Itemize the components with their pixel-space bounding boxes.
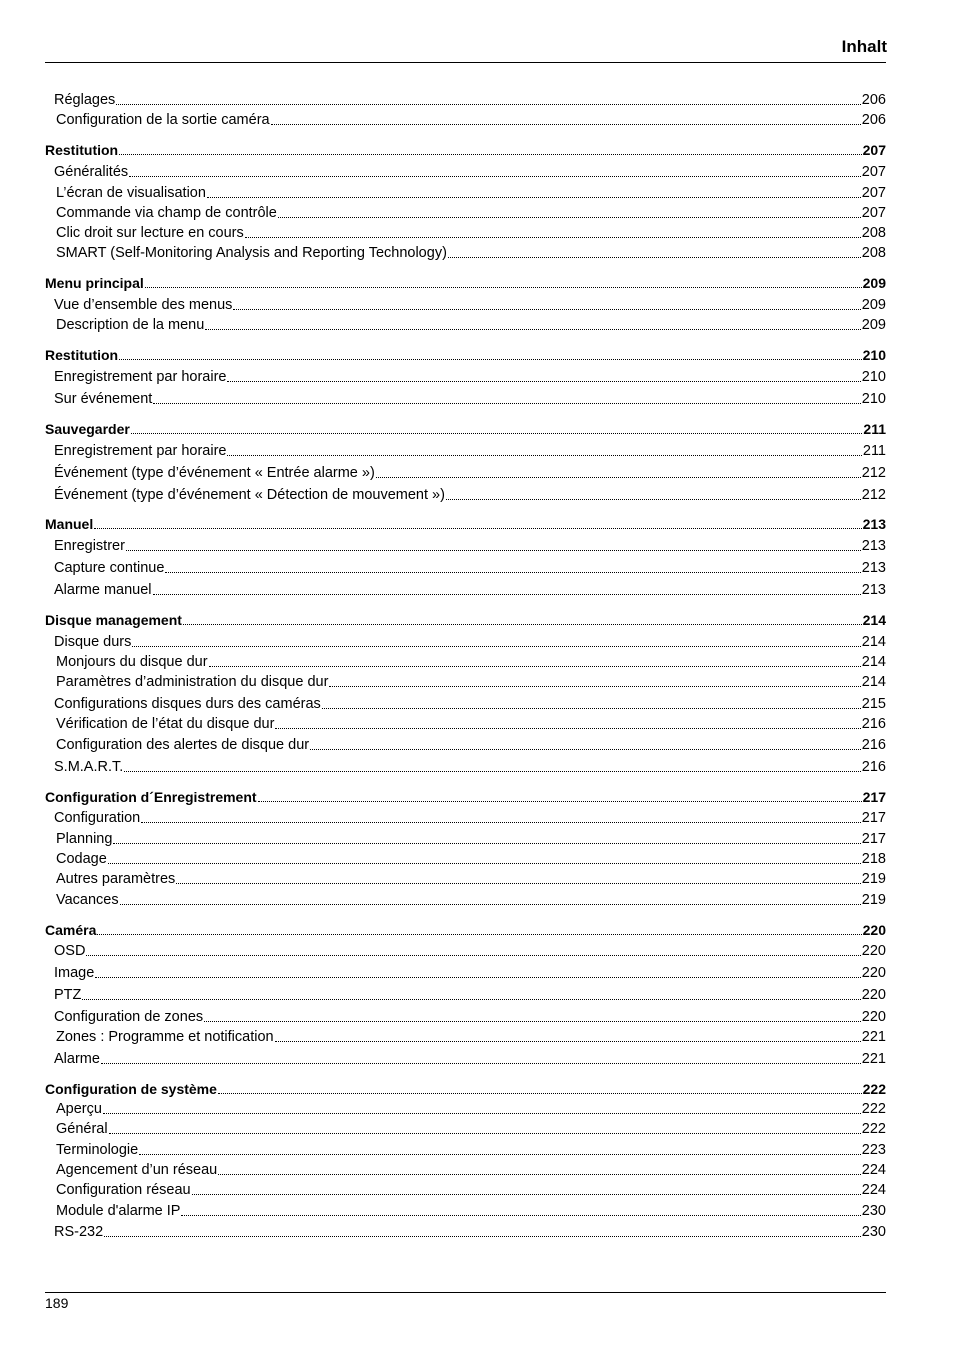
toc-entry-title: Image [54,965,95,981]
toc-entry-page: 220 [861,965,886,981]
toc-entry-title: Vacances [56,892,119,908]
toc-entry-title: Description de la menu [56,317,205,333]
toc-entry-page: 223 [861,1142,886,1158]
toc-entry[interactable] [54,163,886,181]
toc-dot-leader [104,1236,861,1237]
toc-dot-leader [139,1154,861,1155]
toc-dot-leader [258,801,862,802]
toc-dot-leader [275,728,860,729]
toc-dot-leader [103,1113,861,1114]
toc-dot-leader [108,863,861,864]
toc-entry-page: 220 [861,943,886,959]
toc-entry-title: Manuel [45,516,94,532]
toc-entry-title: Sauvegarder [45,421,130,437]
toc-entry-page: 211 [862,443,886,459]
toc-entry-title: Aperçu [56,1101,102,1117]
toc-entry-title: Zones : Programme et notification [56,1029,274,1045]
toc-dot-leader [275,1041,861,1042]
toc-entry-page: 207 [861,205,886,221]
toc-entry-title: Module d'alarme IP [56,1203,181,1219]
toc-dot-leader [205,329,860,330]
toc-entry-page: 217 [862,789,886,805]
toc-entry-page: 216 [861,737,886,753]
toc-entry-title: Événement (type d’événement « Entrée alarme ») [54,465,375,481]
toc-dot-leader [207,197,861,198]
toc-chapter[interactable] [45,420,886,438]
toc-entry-page: 214 [862,612,886,628]
toc-entry-title: Planning [56,831,113,847]
toc-dot-leader [192,1194,861,1195]
toc-entry[interactable] [56,1100,886,1118]
toc-entry[interactable] [54,942,886,960]
toc-dot-leader [165,572,860,573]
toc-entry-page: 212 [861,465,886,481]
toc-entry-title: Clic droit sur lecture en cours [56,225,244,241]
toc-entry[interactable] [54,964,886,982]
toc-entry-page: 216 [861,759,886,775]
toc-entry[interactable] [56,224,886,242]
toc-dot-leader [119,359,862,360]
toc-entry-page: 222 [861,1121,886,1137]
toc-entry-page: 209 [862,275,886,291]
toc-entry[interactable] [56,715,886,733]
toc-entry-page: 213 [861,560,886,576]
toc-dot-leader [153,594,861,595]
toc-entry-page: 208 [861,225,886,241]
toc-chapter[interactable] [45,274,886,292]
toc-entry-page: 215 [861,696,886,712]
toc-entry-title: Monjours du disque dur [56,654,208,670]
toc-dot-leader [153,403,860,404]
toc-dot-leader [176,883,861,884]
toc-dot-leader [120,904,861,905]
toc-dot-leader [218,1093,862,1094]
toc-entry-title: Configurations disques durs des caméras [54,696,321,712]
toc-dot-leader [131,433,863,434]
toc-entry-title: Configuration réseau [56,1182,191,1198]
toc-chapter[interactable] [45,141,886,159]
toc-dot-leader [278,217,861,218]
toc-entry[interactable] [54,296,886,314]
toc-entry[interactable] [54,809,886,827]
toc-chapter[interactable] [45,515,886,533]
toc-entry[interactable] [56,870,886,888]
toc-dot-leader [86,955,860,956]
toc-entry-title: Vue d’ensemble des menus [54,297,233,313]
toc-entry[interactable] [54,986,886,1004]
toc-entry-page: 206 [861,92,886,108]
toc-entry[interactable] [56,1161,886,1179]
toc-entry-title: Capture continue [54,560,165,576]
toc-entry-title: Codage [56,851,107,867]
toc-entry-page: 207 [861,164,886,180]
toc-entry[interactable] [54,559,886,577]
toc-entry-title: Autres paramètres [56,871,176,887]
toc-entry[interactable] [56,653,886,671]
toc-dot-leader [109,1133,861,1134]
toc-entry-title: Configuration d´Enregistrement [45,789,257,805]
toc-dot-leader [82,999,860,1000]
toc-dot-leader [119,154,862,155]
toc-entry[interactable] [56,891,886,909]
toc-entry-page: 213 [861,538,886,554]
toc-entry-title: Sur événement [54,391,153,407]
toc-entry-title: Restitution [45,347,119,363]
toc-dot-leader [446,499,861,500]
page-header-title: Inhalt [841,37,887,56]
toc-entry-title: Disque durs [54,634,132,650]
toc-entry-page: 220 [861,987,886,1003]
toc-entry-title: Commande via champ de contrôle [56,205,277,221]
toc-entry[interactable] [54,1008,886,1026]
toc-entry[interactable] [54,464,886,482]
toc-entry-page: 216 [861,716,886,732]
toc-entry-page: 224 [861,1162,886,1178]
toc-dot-leader [183,624,862,625]
toc-dot-leader [145,287,862,288]
toc-entry-title: Caméra [45,922,97,938]
toc-dot-leader [116,104,861,105]
toc-entry-page: 219 [861,871,886,887]
toc-entry-title: Configuration de système [45,1081,217,1097]
toc-entry-page: 209 [861,297,886,313]
toc-entry-page: 210 [862,347,886,363]
toc-entry-page: 214 [861,654,886,670]
toc-dot-leader [233,309,860,310]
toc-dot-leader [124,771,861,772]
toc-entry[interactable] [54,91,886,109]
toc-entry-page: 207 [861,185,886,201]
toc-entry-title: Enregistrer [54,538,125,554]
toc-entry-title: Paramètres d’administration du disque dur [56,674,329,690]
toc-entry-title: Disque management [45,612,182,628]
toc-entry-page: 207 [862,142,886,158]
toc-entry-title: Général [56,1121,108,1137]
toc-entry-title: Réglages [54,92,116,108]
toc-entry-page: 214 [861,634,886,650]
toc-entry-title: S.M.A.R.T. [54,759,124,775]
toc-dot-leader [271,124,861,125]
toc-entry[interactable] [54,758,886,776]
toc-entry-page: 230 [861,1203,886,1219]
toc-entry-title: Terminologie [56,1142,139,1158]
toc-entry-title: Généralités [54,164,129,180]
toc-entry-title: Menu principal [45,275,144,291]
toc-dot-leader [94,528,861,529]
toc-entry[interactable] [54,1050,886,1068]
toc-dot-leader [209,666,861,667]
toc-entry[interactable] [56,830,886,848]
toc-entry-page: 220 [862,922,886,938]
toc-entry-page: 208 [861,245,886,261]
toc-dot-leader [329,686,860,687]
toc-entry-title: Configuration des alertes de disque dur [56,737,310,753]
footer-rule [45,1292,886,1293]
toc-dot-leader [448,257,861,258]
toc-entry-page: 222 [861,1101,886,1117]
toc-dot-leader [204,1021,861,1022]
toc-entry[interactable] [56,316,886,334]
toc-dot-leader [310,749,861,750]
toc-dot-leader [129,176,861,177]
toc-entry-title: Restitution [45,142,119,158]
toc-dot-leader [113,843,860,844]
toc-chapter[interactable] [45,346,886,364]
toc-entry[interactable] [54,633,886,651]
toc-entry-page: 222 [862,1081,886,1097]
toc-dot-leader [322,708,861,709]
toc-entry-title: Alarme manuel [54,582,152,598]
toc-entry[interactable] [56,1141,886,1159]
toc-entry[interactable] [54,486,886,504]
toc-dot-leader [126,550,861,551]
toc-entry-page: 209 [861,317,886,333]
toc-dot-leader [141,822,861,823]
toc-entry-page: 218 [861,851,886,867]
toc-entry-title: L’écran de visualisation [56,185,206,201]
toc-chapter[interactable] [45,921,886,939]
toc-entry[interactable] [54,442,886,460]
toc-dot-leader [227,381,860,382]
toc-dot-leader [132,646,860,647]
toc-entry[interactable] [56,244,886,262]
toc-entry-title: Configuration [54,810,141,826]
toc-entry-title: Événement (type d’événement « Détection de mouvement ») [54,487,445,503]
toc-entry-title: OSD [54,943,86,959]
toc-entry[interactable] [54,368,886,386]
toc-entry-page: 213 [862,516,886,532]
toc-dot-leader [376,477,861,478]
toc-dot-leader [97,934,861,935]
toc-entry-title: Vérification de l’état du disque dur [56,716,275,732]
toc-dot-leader [245,237,861,238]
toc-entry[interactable] [54,581,886,599]
toc-chapter[interactable] [45,611,886,629]
toc-entry-title: Enregistrement par horaire [54,369,227,385]
toc-entry-page: 224 [861,1182,886,1198]
toc-entry-title: SMART (Self-Monitoring Analysis and Reporting Technology) [56,245,447,261]
toc-entry[interactable] [56,1120,886,1138]
toc-entry-page: 211 [863,421,886,437]
toc-entry-page: 221 [861,1029,886,1045]
toc-entry[interactable] [54,390,886,408]
toc-entry[interactable] [56,1181,886,1199]
toc-entry[interactable] [56,184,886,202]
page-number: 189 [45,1295,69,1311]
toc-entry-title: Configuration de la sortie caméra [56,112,270,128]
toc-entry[interactable] [54,1223,886,1241]
toc-dot-leader [101,1063,861,1064]
toc-entry-title: Alarme [54,1051,100,1067]
toc-dot-leader [227,455,861,456]
toc-entry-page: 214 [861,674,886,690]
toc-entry-title: Agencement d’un réseau [56,1162,218,1178]
toc-entry[interactable] [56,1028,886,1046]
toc-entry[interactable] [56,850,886,868]
toc-entry-page: 213 [861,582,886,598]
toc-entry-page: 230 [861,1224,886,1240]
toc-entry-page: 206 [861,112,886,128]
toc-dot-leader [218,1174,861,1175]
toc-entry-page: 221 [861,1051,886,1067]
toc-entry[interactable] [56,204,886,222]
toc-chapter[interactable] [45,1080,886,1098]
toc-dot-leader [181,1215,860,1216]
toc-entry-page: 210 [861,391,886,407]
toc-chapter[interactable] [45,788,886,806]
toc-entry[interactable] [54,537,886,555]
toc-entry-page: 217 [861,831,886,847]
toc-entry-title: Configuration de zones [54,1009,204,1025]
toc-entry[interactable] [56,1202,886,1220]
toc-entry-title: PTZ [54,987,82,1003]
toc-entry-title: RS-232 [54,1224,104,1240]
toc-entry-page: 210 [861,369,886,385]
toc-entry[interactable] [56,111,886,129]
toc-entry-page: 217 [861,810,886,826]
toc-entry-page: 212 [861,487,886,503]
toc-entry-page: 219 [861,892,886,908]
toc-entry-page: 220 [861,1009,886,1025]
toc-dot-leader [95,977,860,978]
toc-entry[interactable] [56,736,886,754]
toc-entry[interactable] [56,673,886,691]
toc-entry-title: Enregistrement par horaire [54,443,227,459]
toc-entry[interactable] [54,695,886,713]
